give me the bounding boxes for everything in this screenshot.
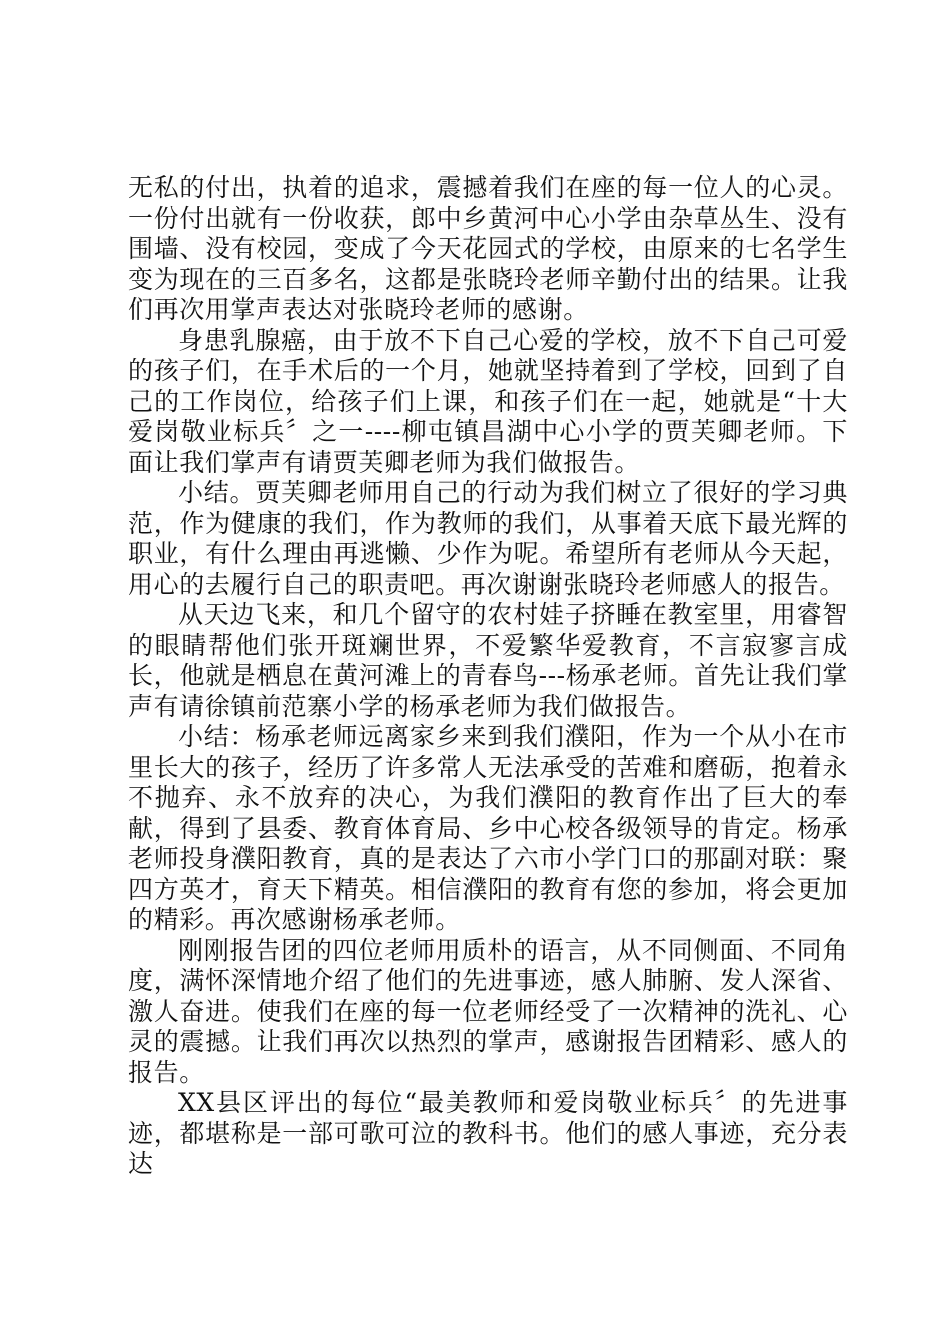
paragraph-1: 无私的付出，执着的追求，震撼着我们在座的每一位人的心灵。一份付出就有一份收获，郎中乡黄河中心小学由杂草丛生、没有围墙、没有校园，变成了今天花园式的学校，由原来的七名学生变为现在的三百多名，这都是张晓玲老师辛勤付出的结果。让我们再次用掌声表达对张晓玲老师的感谢。 xyxy=(128,173,848,324)
document-body xyxy=(128,173,848,1180)
paragraph-4: 从天边飞来，和几个留守的农村娃子挤睡在教室里，用睿智的眼睛帮他们张开斑斓世界，不爱繁华爱教育，不言寂寥言成长，他就是栖息在黄河滩上的青春鸟---杨承老师。首先让我们掌声有请徐镇前范寨小学的杨承老师为我们做报告。 xyxy=(128,600,848,721)
paragraph-3: 小结。贾芙卿老师用自己的行动为我们树立了很好的学习典范，作为健康的我们，作为教师的我们，从事着天底下最光辉的职业，有什么理由再逃懒、少作为呢。希望所有老师从今天起，用心的去履行自己的职责吧。再次谢谢张晓玲老师感人的报告。 xyxy=(128,478,848,599)
paragraph-2: 身患乳腺癌，由于放不下自己心爱的学校，放不下自己可爱的孩子们，在手术后的一个月，她就坚持着到了学校，回到了自己的工作岗位，给孩子们上课，和孩子们在一起，她就是“十大爱岗敬业标兵〞之一----柳屯镇昌湖中心小学的贾芙卿老师。下面让我们掌声有请贾芙卿老师为我们做报告。 xyxy=(128,325,848,477)
paragraph-6: 刚刚报告团的四位老师用质朴的语言，从不同侧面、不同角度，满怀深情地介绍了他们的先进事迹，感人肺腑、发人深省、激人奋进。使我们在座的每一位老师经受了一次精神的洗礼、心灵的震撼。让我们再次以热烈的掌声，感谢报告团精彩、感人的报告。 xyxy=(128,935,848,1087)
paragraph-5: 小结：杨承老师远离家乡来到我们濮阳，作为一个从小在市里长大的孩子，经历了许多常人无法承受的苦难和磨砺，抱着永不抛弃、永不放弃的决心，为我们濮阳的教育作出了巨大的奉献，得到了县委、教育体育局、乡中心校各级领导的肯定。杨承老师投身濮阳教育，真的是表达了六市小学门口的那副对联：聚四方英才，育天下精英。相信濮阳的教育有您的参加，将会更加的精彩。再次感谢杨承老师。 xyxy=(128,722,848,934)
paragraph-7: XX县区评出的每位“最美教师和爱岗敬业标兵〞的先进事迹，都堪称是一部可歌可泣的教科书。他们的感人事迹，充分表达 xyxy=(128,1088,848,1178)
